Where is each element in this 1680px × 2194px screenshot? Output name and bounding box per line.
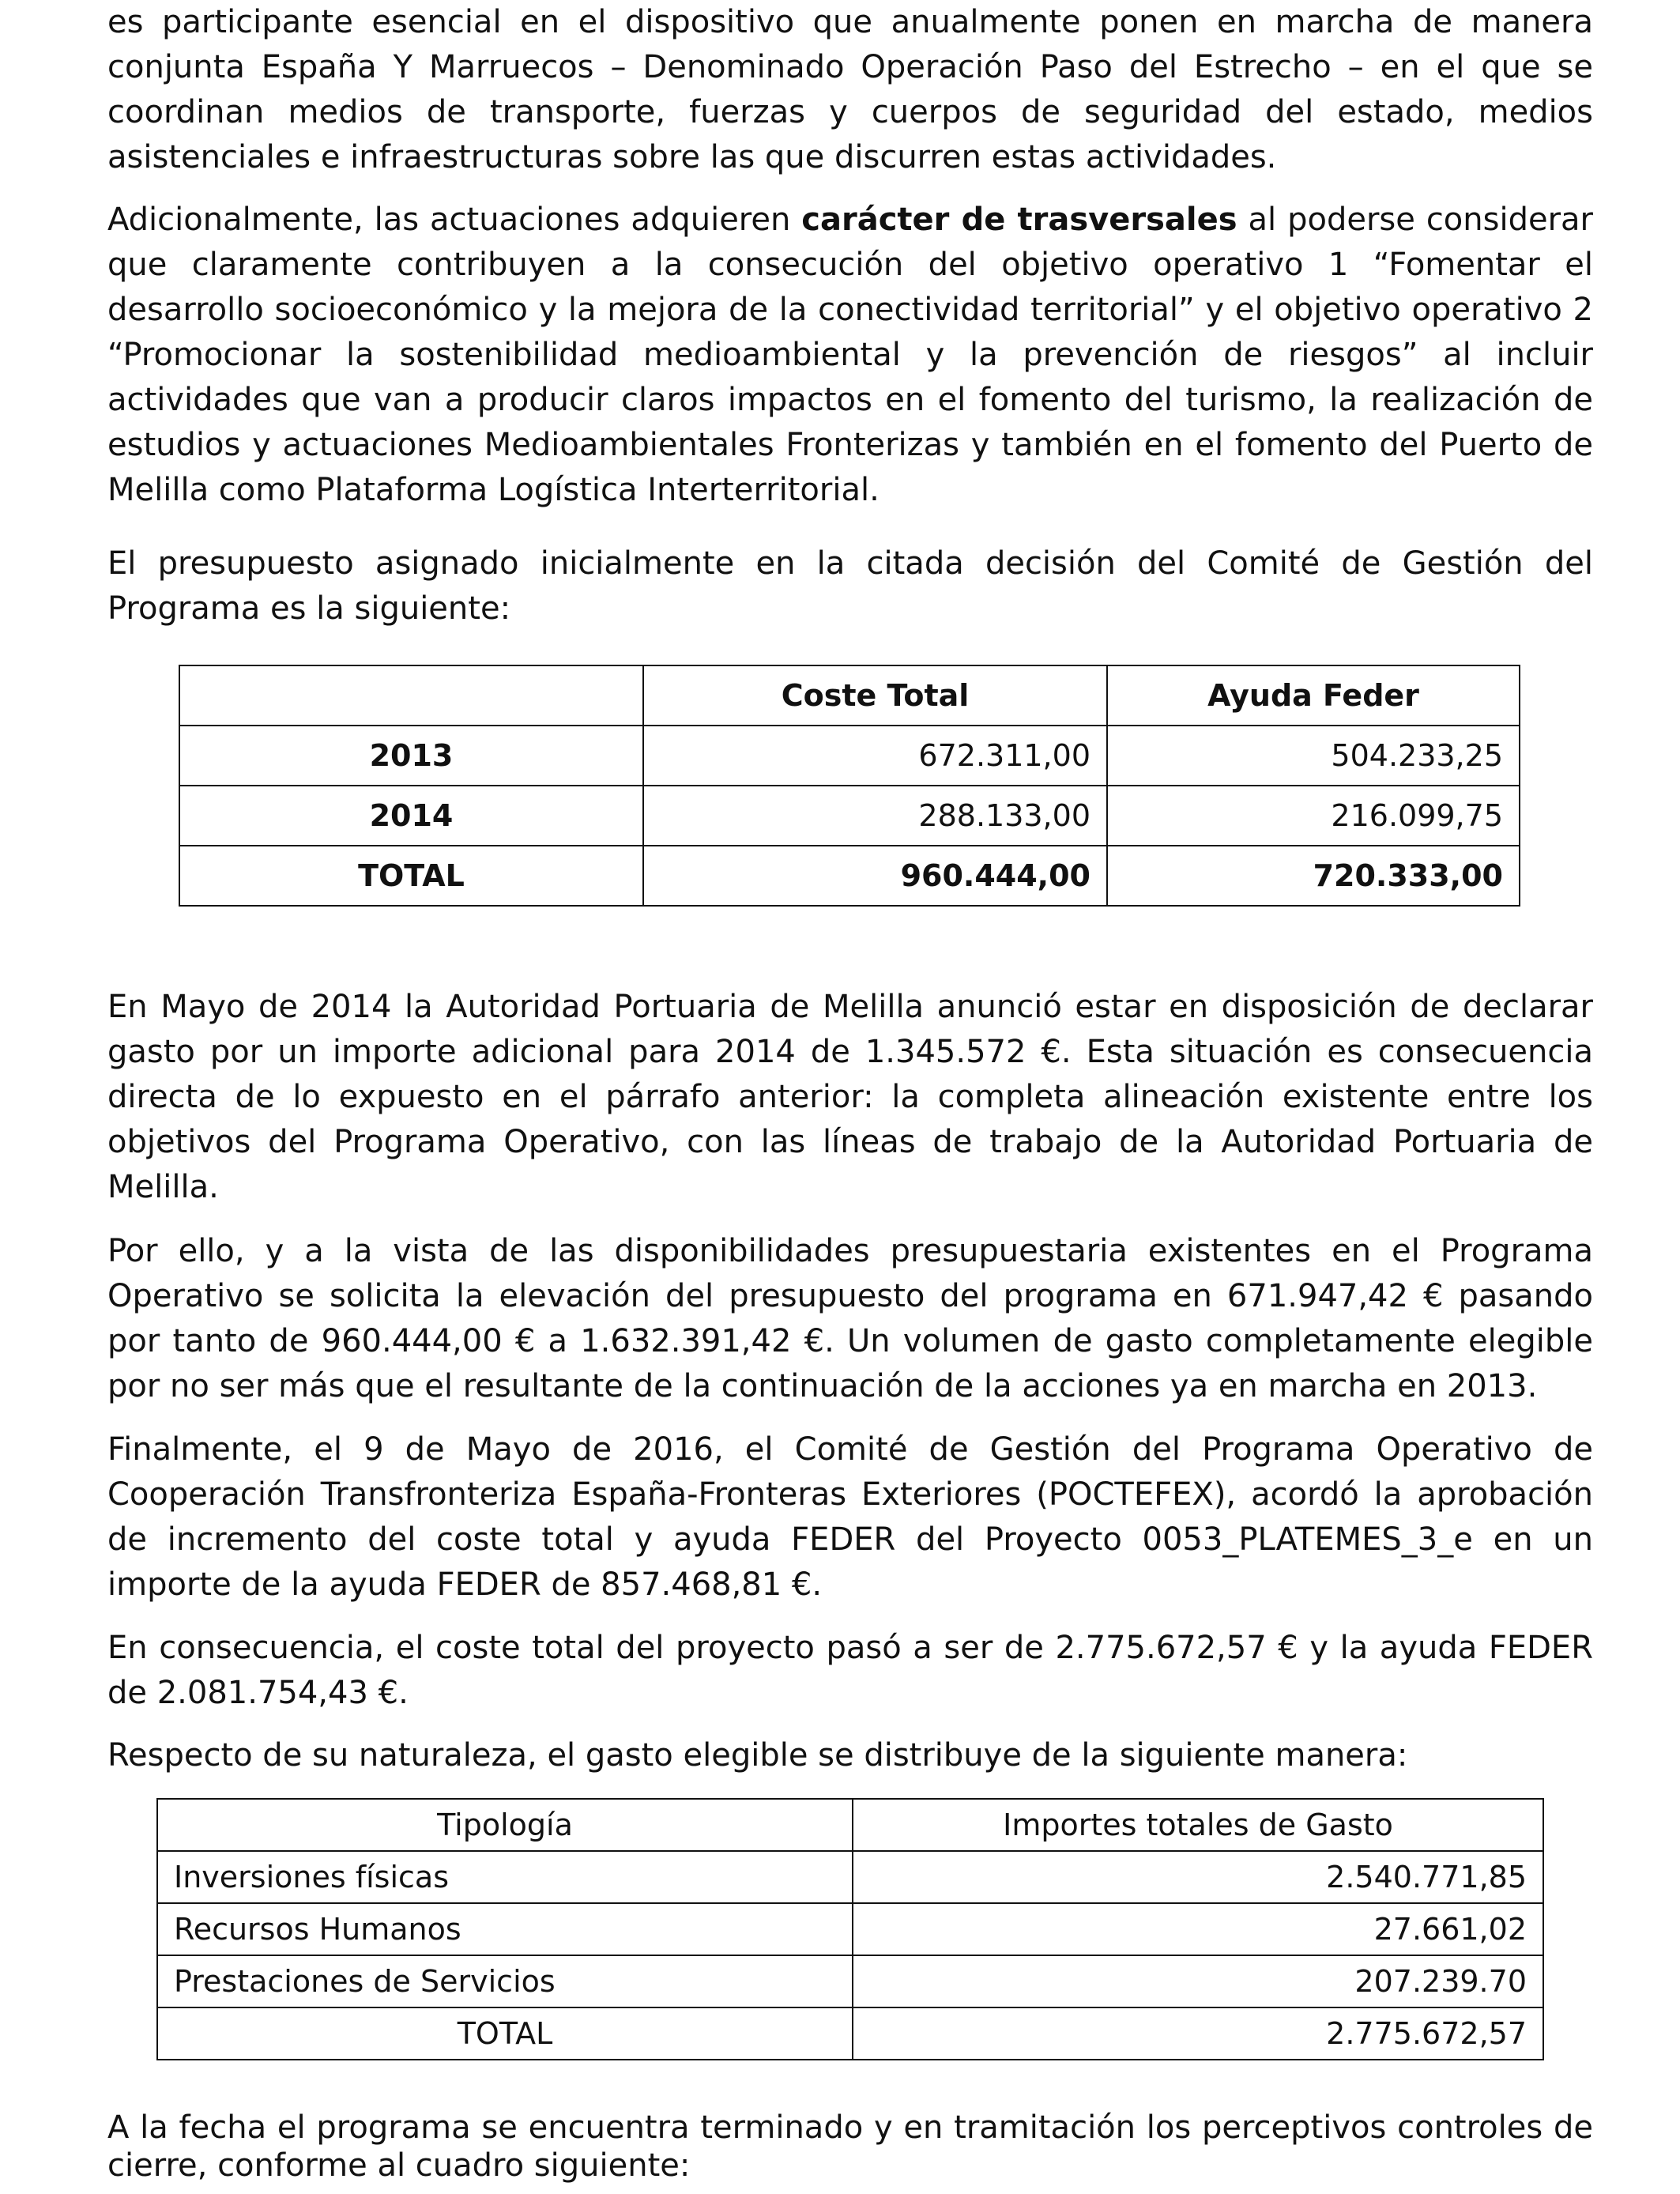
expense-row-label: Recursos Humanos (157, 1903, 853, 1955)
expense-row-label: Prestaciones de Servicios (157, 1955, 853, 2007)
budget-total-label: TOTAL (179, 846, 643, 906)
table-row (157, 1851, 1543, 1903)
table-row-total (179, 846, 1520, 906)
budget-row-label: 2014 (179, 786, 643, 846)
expense-table-header (157, 1799, 1543, 1851)
expense-header-importes: Importes totales de Gasto (853, 1799, 1543, 1851)
paragraph-operacion-paso: es participante esencial en el dispositivo que anualmente ponen en marcha de manera conjunta España Y Marruecos – Denominado Operación Paso del Estrecho – en el que se coordinan medios de transporte, fuerzas y cuerpos de seguridad del estado, medios asistenciales e infraestructuras sobre las que discurren estas actividades. (107, 4, 1593, 175)
paragraph-caracter-trasversal (107, 198, 1593, 513)
paragraph-coste-total: En consecuencia, el coste total del proyecto pasó a ser de 2.775.672,57 € y la ayuda FEDER de 2.081.754,43 €. (107, 1630, 1593, 1711)
table-row (157, 1955, 1543, 2007)
budget-row-ayuda: 504.233,25 (1107, 726, 1520, 786)
table-row (179, 726, 1520, 786)
paragraph-comite-2016: Finalmente, el 9 de Mayo de 2016, el Comité de Gestión del Programa Operativo de Cooperación Transfronteriza España-Fronteras Exteriores (POCTEFEX), acordó la aprobación de incremento del coste total y ayuda FEDER del Proyecto 0053_PLATEMES_3_e en un importe de la ayuda FEDER de 857.468,81 €. (107, 1431, 1593, 1603)
budget-header-ayuda: Ayuda Feder (1107, 665, 1520, 726)
expense-table (156, 1798, 1544, 2060)
expense-header-tipologia: Tipología (157, 1799, 853, 1851)
budget-total-ayuda: 720.333,00 (1107, 846, 1520, 906)
budget-header-coste: Coste Total (643, 665, 1107, 726)
budget-row-ayuda: 216.099,75 (1107, 786, 1520, 846)
expense-total-label: TOTAL (157, 2007, 853, 2060)
paragraph-elevacion-presupuesto: Por ello, y a la vista de las disponibilidades presupuestaria existentes en el Programa Operativo se solicita la elevación del presupuesto del programa en 671.947,42 € pasando por tanto de 960.444,00 € a 1.632.391,42 €. Un volumen de gasto completamente elegible por no ser más que el resultante de la continuación de la acciones ya en marcha en 2013. (107, 1233, 1593, 1404)
expense-total-value: 2.775.672,57 (853, 2007, 1543, 2060)
paragraph-caracter-start: Adicionalmente, las actuaciones adquieren (107, 202, 802, 238)
table-row-total (157, 2007, 1543, 2060)
paragraph-caracter-end: al poderse considerar que claramente contribuyen a la consecución del objetivo operativo 1 “Fomentar el desarrollo socioeconómico y la mejora de la conectividad territorial” y el objetivo operativo 2 “Promocionar la sostenibilidad medioambiental y la prevención de riesgos” al incluir actividades que van a producir claros impactos en el fomento del turismo, la realización de estudios y actuaciones Medioambientales Fronterizas y también en el fomento del Puerto de Melilla como Plataforma Logística Interterritorial. (107, 202, 1593, 508)
paragraph-cierre: A la fecha el programa se encuentra terminado y en tramitación los perceptivos controles de cierre, conforme al cuadro siguiente: (107, 2109, 1593, 2184)
expense-row-value: 207.239.70 (853, 1955, 1543, 2007)
paragraph-presupuesto-inicial: El presupuesto asignado inicialmente en la citada decisión del Comité de Gestión del Programa es la siguiente: (107, 545, 1593, 627)
budget-table (179, 665, 1520, 907)
expense-row-value: 2.540.771,85 (853, 1851, 1543, 1903)
table-row (157, 1903, 1543, 1955)
expense-row-label: Inversiones físicas (157, 1851, 853, 1903)
paragraph-mayo-2014: En Mayo de 2014 la Autoridad Portuaria de Melilla anunció estar en disposición de declarar gasto por un importe adicional para 2014 de 1.345.572 €. Esta situación es consecuencia directa de lo expuesto en el párrafo anterior: la completa alineación existente entre los objetivos del Programa Operativo, con las líneas de trabajo de la Autoridad Portuaria de Melilla. (107, 989, 1593, 1205)
budget-row-coste: 672.311,00 (643, 726, 1107, 786)
budget-row-label: 2013 (179, 726, 643, 786)
budget-header-empty (179, 665, 643, 726)
table-row (179, 786, 1520, 846)
bold-caracter-trasversales: carácter de trasversales (801, 202, 1237, 238)
budget-row-coste: 288.133,00 (643, 786, 1107, 846)
budget-total-coste: 960.444,00 (643, 846, 1107, 906)
budget-table-header (179, 665, 1520, 726)
expense-row-value: 27.661,02 (853, 1903, 1543, 1955)
paragraph-naturaleza-gasto: Respecto de su naturaleza, el gasto elegible se distribuye de la siguiente manera: (107, 1737, 1408, 1774)
